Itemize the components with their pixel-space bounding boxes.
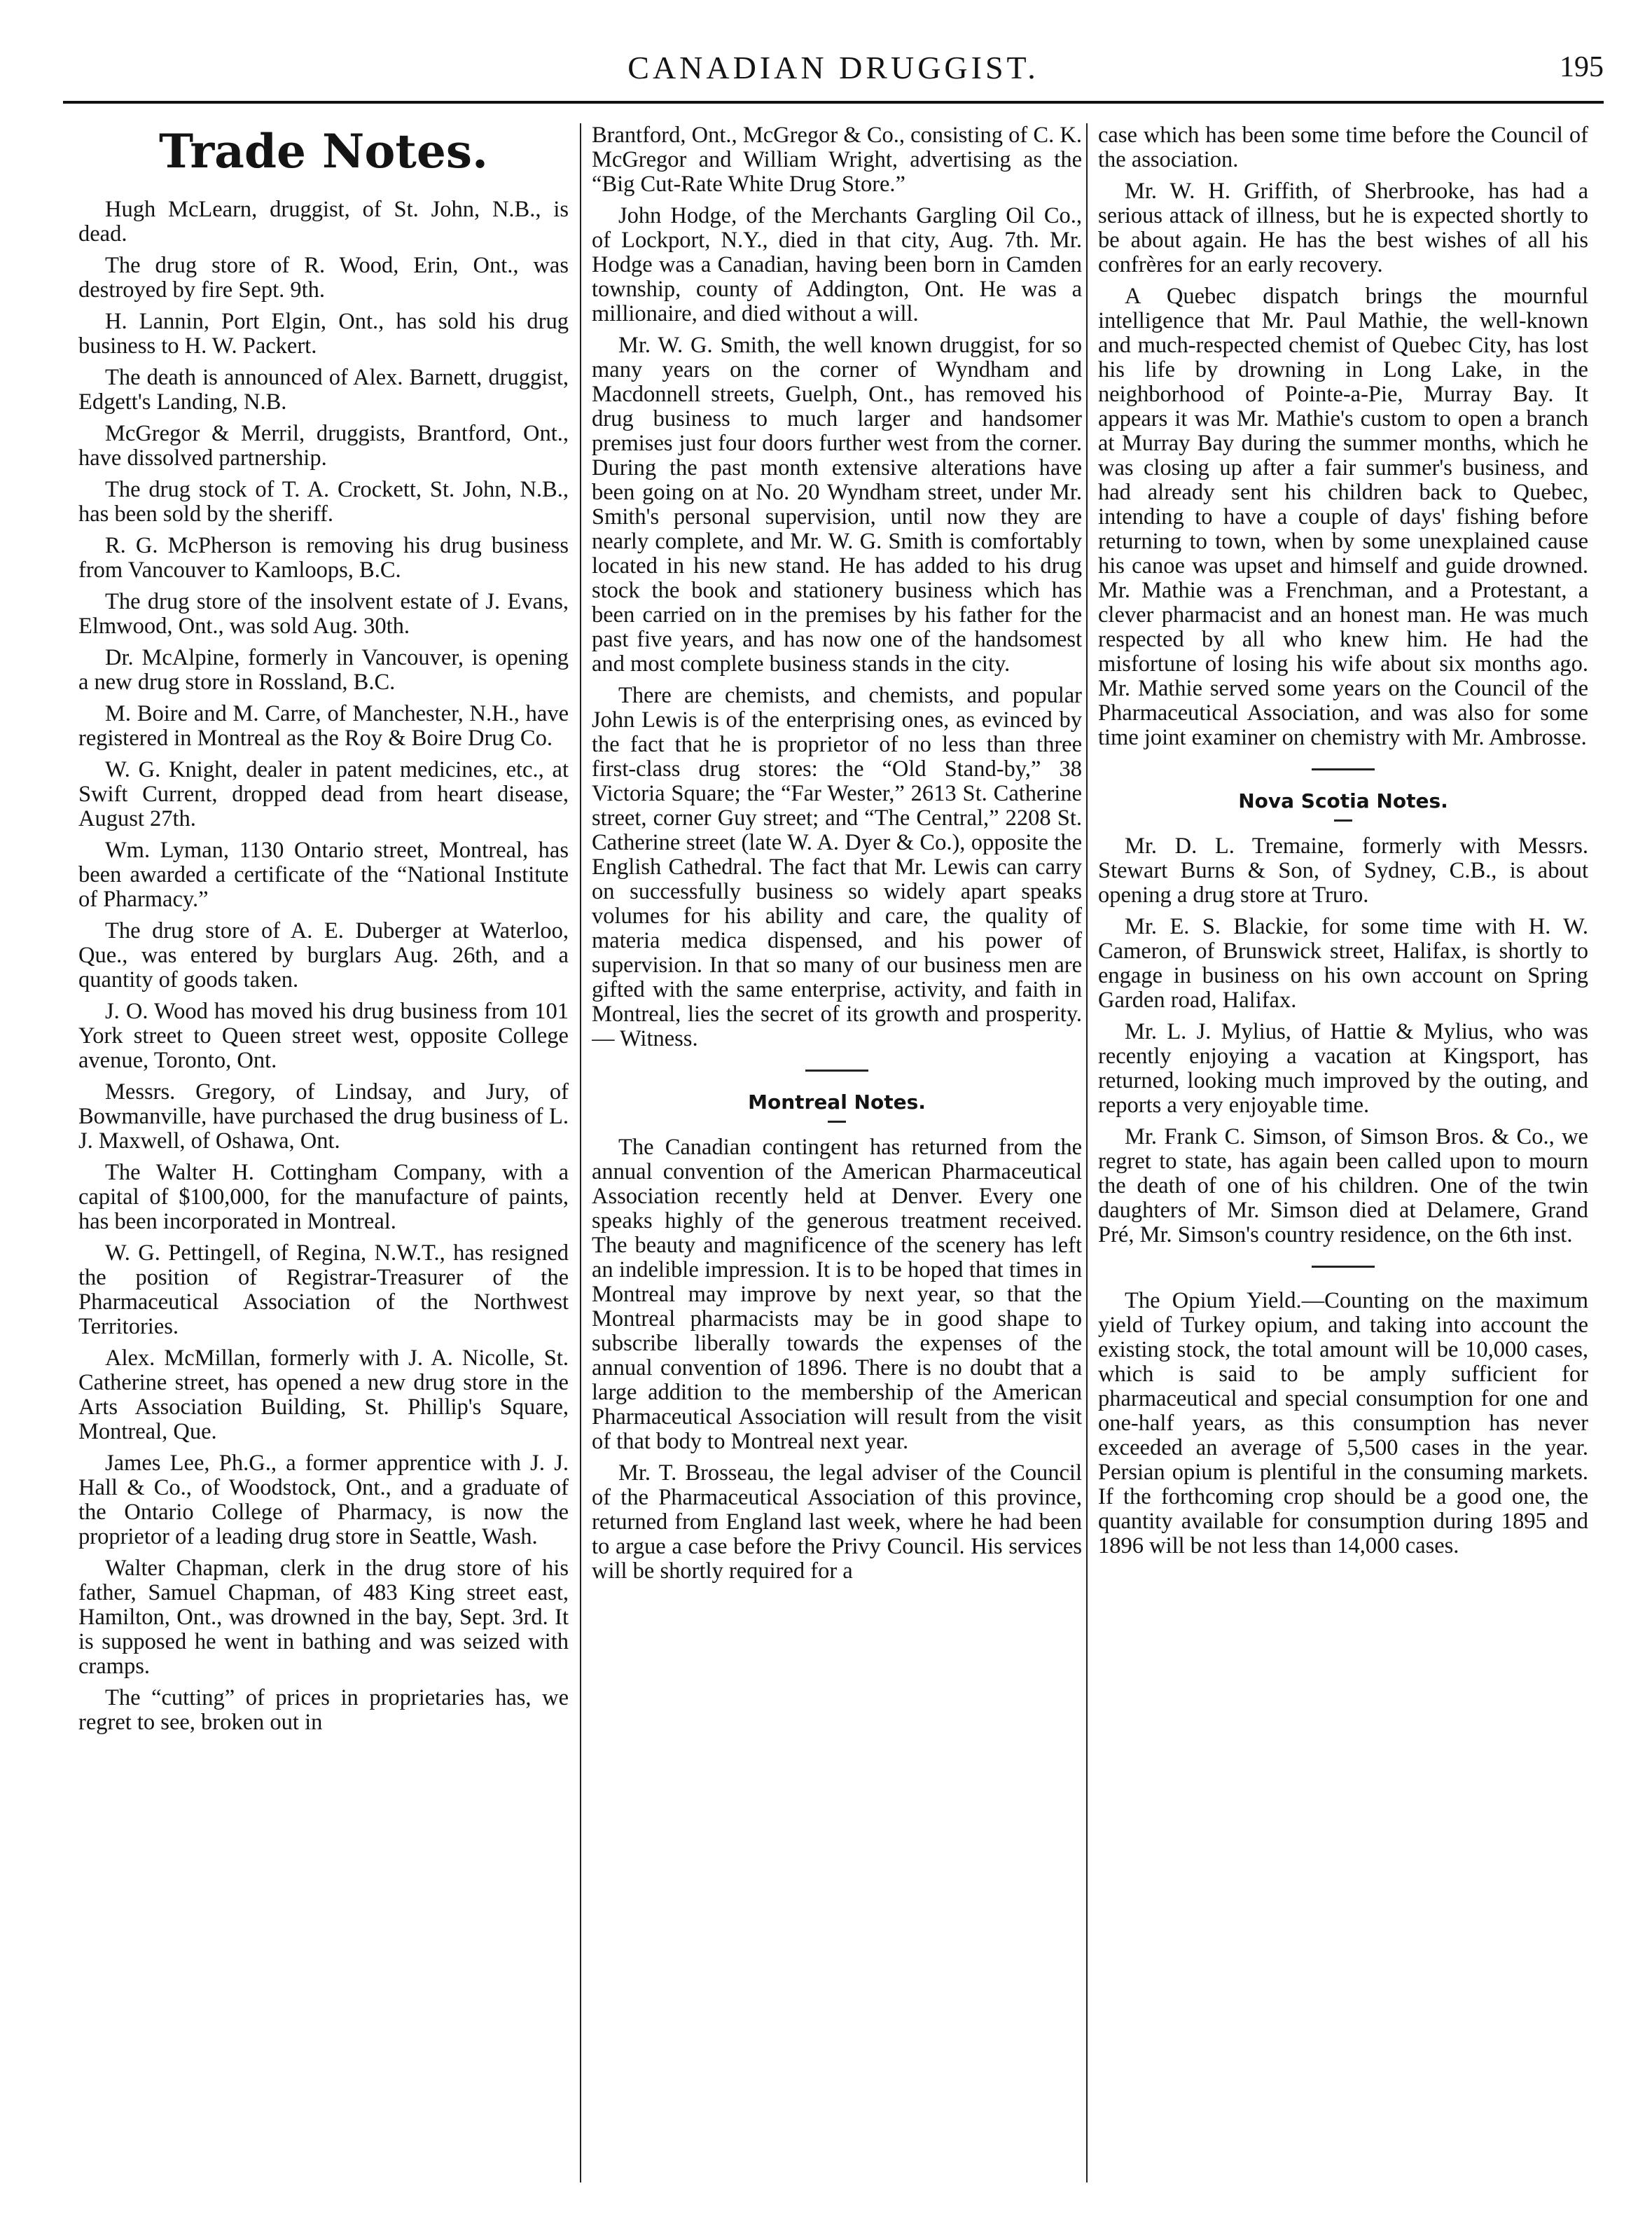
news-item: James Lee, Ph.G., a former apprentice with J. J. Hall & Co., of Woodstock, Ont., and a graduate of the Ontario College of Pharmacy, is now the proprietor of a leading drug store in Seattle, Wash. bbox=[78, 1451, 569, 1549]
news-item: Mr. E. S. Blackie, for some time with H. W. Cameron, of Brunswick street, Halifax, is shortly to engage in business on his own account on Spring Garden road, Halifax. bbox=[1098, 914, 1588, 1013]
news-item: Mr. D. L. Tremaine, formerly with Messrs. Stewart Burns & Son, of Sydney, C.B., is about opening a drug store at Truro. bbox=[1098, 833, 1588, 908]
news-item: Brantford, Ont., McGregor & Co., consisting of C. K. McGregor and William Wright, advertising as the “Big Cut-Rate White Drug Store.” bbox=[592, 123, 1082, 197]
news-item: Dr. McAlpine, formerly in Vancouver, is opening a new drug store in Rossland, B.C. bbox=[78, 645, 569, 695]
news-item: W. G. Pettingell, of Regina, N.W.T., has resigned the position of Registrar-Treasurer of the Pharmaceutical Association of the Northwest Territories. bbox=[78, 1240, 569, 1339]
news-item: Mr. L. J. Mylius, of Hattie & Mylius, who was recently enjoying a vacation at Kingsport, has returned, looking much improved by the outing, and reports a very enjoyable time. bbox=[1098, 1019, 1588, 1118]
news-item: Messrs. Gregory, of Lindsay, and Jury, of Bowmanville, have purchased the drug business of L. J. Maxwell, of Oshawa, Ont. bbox=[78, 1079, 569, 1154]
news-item: A Quebec dispatch brings the mournful intelligence that Mr. Paul Mathie, the well-known and much-respected chemist of Quebec City, has lost his life by drowning in Long Lake, in the neighborhood of Pointe-a-Pie, Murray Bay. It appears it was Mr. Mathie's custom to open a branch at Murray Bay during the summer months, which he was closing up after a fair summer's business, and had already sent his children back to Quebec, intending to have a couple of days' fishing before returning to town, when by some unexplained cause his canoe was upset and himself and guide drowned. Mr. Mathie was a Frenchman, and a Protestant, a clever pharmacist and an honest man. He was much respected by all who knew him. He had the misfortune of losing his wife about six months ago. Mr. Mathie served some years on the Council of the Pharmaceutical Association, and was also for some time joint examiner on chemistry with Mr. Ambrosse. bbox=[1098, 284, 1588, 750]
news-item: The drug store of the insolvent estate of J. Evans, Elmwood, Ont., was sold Aug. 30th. bbox=[78, 589, 569, 639]
header-rule bbox=[63, 101, 1604, 104]
page-number: 195 bbox=[1560, 51, 1604, 83]
news-item: Mr. Frank C. Simson, of Simson Bros. & Co., we regret to state, has again been called upon to mourn the death of one of his children. One of the twin daughters of Mr. Simson died at Delamere, Grand Pré, Mr. Simson's country residence, on the 6th inst. bbox=[1098, 1124, 1588, 1247]
section-separator bbox=[1312, 1266, 1375, 1268]
news-item: The Canadian contingent has returned from the annual convention of the American Pharmaceutical Association recently held at Denver. Every one speaks highly of the generous treatment received. The beauty and magnificence of the scenery has left an indelible impression. It is to be hoped that times in Montreal may improve by next year, so that the Montreal pharmacists may be in good shape to subscribe liberally towards the expenses of the annual convention of 1896. There is no doubt that a large addition to the membership of the American Pharmaceutical Association will result from the visit of that body to Montreal next year. bbox=[592, 1135, 1082, 1454]
page-header bbox=[63, 43, 1604, 99]
news-item: There are chemists, and chemists, and popular John Lewis is of the enterprising ones, as evinced by the fact that he is proprietor of no less than three first-class drug stores: the “Old Stand-by,” 38 Victoria Square; the “Far Wester,” 2613 St. Catherine street, corner Guy street; and “The Central,” 2208 St. Catherine street (late W. A. Dyer & Co.), opposite the English Cathedral. The fact that Mr. Lewis can carry on successfully business so widely apart speaks volumes for his ability and care, the quality of materia medica dispensed, and his power of supervision. In that so many of our business men are gifted with the same enterprise, activity, and faith in Montreal, lies the secret of its growth and prosperity.— Witness. bbox=[592, 683, 1082, 1051]
news-item: Alex. McMillan, formerly with J. A. Nicolle, St. Catherine street, has opened a new drug store in the Arts Association Building, St. Phillip's Square, Montreal, Que. bbox=[78, 1345, 569, 1444]
column-three bbox=[1098, 123, 1588, 2196]
news-item: John Hodge, of the Merchants Gargling Oil Co., of Lockport, N.Y., died in that city, Aug. 7th. Mr. Hodge was a Canadian, having been born in Camden township, county of Addington, Ont. He was a millionaire, and died without a will. bbox=[592, 203, 1082, 326]
news-item: case which has been some time before the Council of the association. bbox=[1098, 123, 1588, 172]
nova-scotia-notes-title: Nova Scotia Notes. bbox=[1238, 789, 1448, 812]
news-item: W. G. Knight, dealer in patent medicines, etc., at Swift Current, dropped dead from heart disease, August 27th. bbox=[78, 757, 569, 831]
column-divider bbox=[580, 123, 581, 2182]
news-item: McGregor & Merril, druggists, Brantford, Ont., have dissolved partnership. bbox=[78, 421, 569, 471]
news-item: Walter Chapman, clerk in the drug store of his father, Samuel Chapman, of 483 King street east, Hamilton, Ont., was drowned in the bay, Sept. 3rd. It is supposed he went in bathing and was seized with cramps. bbox=[78, 1556, 569, 1679]
column-one bbox=[78, 123, 569, 2196]
opium-note: The Opium Yield.—Counting on the maximum yield of Turkey opium, and taking into account the existing stock, the total amount will be 10,000 cases, which is said to be amply sufficient for pharmaceutical and special consumption for one and one-half years, as this consumption has never exceeded an average of 5,500 cases in the year. Persian opium is plentiful in the consuming markets. If the forthcoming crop should be a good one, the quantity available for consumption during 1895 and 1896 will be not less than 14,000 cases. bbox=[1098, 1288, 1588, 1558]
news-item: The death is announced of Alex. Barnett, druggist, Edgett's Landing, N.B. bbox=[78, 365, 569, 415]
montreal-notes-title: Montreal Notes. bbox=[748, 1091, 926, 1114]
news-item: H. Lannin, Port Elgin, Ont., has sold his drug business to H. W. Packert. bbox=[78, 309, 569, 359]
news-item: The drug stock of T. A. Crockett, St. John, N.B., has been sold by the sheriff. bbox=[78, 477, 569, 527]
news-item: Mr. T. Brosseau, the legal adviser of the Council of the Pharmaceutical Association of this province, returned from England last week, where he had been to argue a case before the Privy Council. His services will be shortly required for a bbox=[592, 1460, 1082, 1584]
news-item: M. Boire and M. Carre, of Manchester, N.H., have registered in Montreal as the Roy & Boire Drug Co. bbox=[78, 701, 569, 751]
news-item: The Walter H. Cottingham Company, with a capital of $100,000, for the manufacture of paints, has been incorporated in Montreal. bbox=[78, 1160, 569, 1234]
news-item: The drug store of R. Wood, Erin, Ont., was destroyed by fire Sept. 9th. bbox=[78, 253, 569, 303]
section-separator bbox=[805, 1070, 868, 1072]
news-item: Mr. W. H. Griffith, of Sherbrooke, has had a serious attack of illness, but he is expected shortly to be about again. He has the best wishes of all his confrères for an early recovery. bbox=[1098, 179, 1588, 277]
news-item: J. O. Wood has moved his drug business from 101 York street to Queen street west, opposite College avenue, Toronto, Ont. bbox=[78, 999, 569, 1073]
news-item: Hugh McLearn, druggist, of St. John, N.B., is dead. bbox=[78, 197, 569, 247]
news-item: Wm. Lyman, 1130 Ontario street, Montreal, has been awarded a certificate of the “National Institute of Pharmacy.” bbox=[78, 838, 569, 912]
title-dash bbox=[828, 1121, 846, 1123]
news-item: R. G. McPherson is removing his drug business from Vancouver to Kamloops, B.C. bbox=[78, 533, 569, 583]
news-item: Mr. W. G. Smith, the well known druggist, for so many years on the corner of Wyndham and Macdonnell streets, Guelph, Ont., has removed his drug business to much larger and handsomer premises just four doors further west from the corner. During the past month extensive alterations have been going on at No. 20 Wyndham street, under Mr. Smith's personal supervision, until now they are nearly complete, and Mr. W. G. Smith is comfortably located in his new stand. He has added to his drug stock the book and stationery business which has been carried on in the premises by his father for the past five years, and has now one of the handsomest and most complete business stands in the city. bbox=[592, 333, 1082, 677]
news-item: The drug store of A. E. Duberger at Waterloo, Que., was entered by burglars Aug. 26th, and a quantity of goods taken. bbox=[78, 918, 569, 992]
trade-notes-title: Trade Notes. bbox=[159, 124, 488, 179]
column-two bbox=[592, 123, 1082, 2196]
section-separator bbox=[1312, 768, 1375, 770]
column-divider bbox=[1086, 123, 1088, 2182]
title-dash bbox=[1334, 819, 1352, 822]
journal-title: CANADIAN DRUGGIST. bbox=[627, 50, 1039, 85]
news-item: The “cutting” of prices in proprietaries has, we regret to see, broken out in bbox=[78, 1685, 569, 1735]
